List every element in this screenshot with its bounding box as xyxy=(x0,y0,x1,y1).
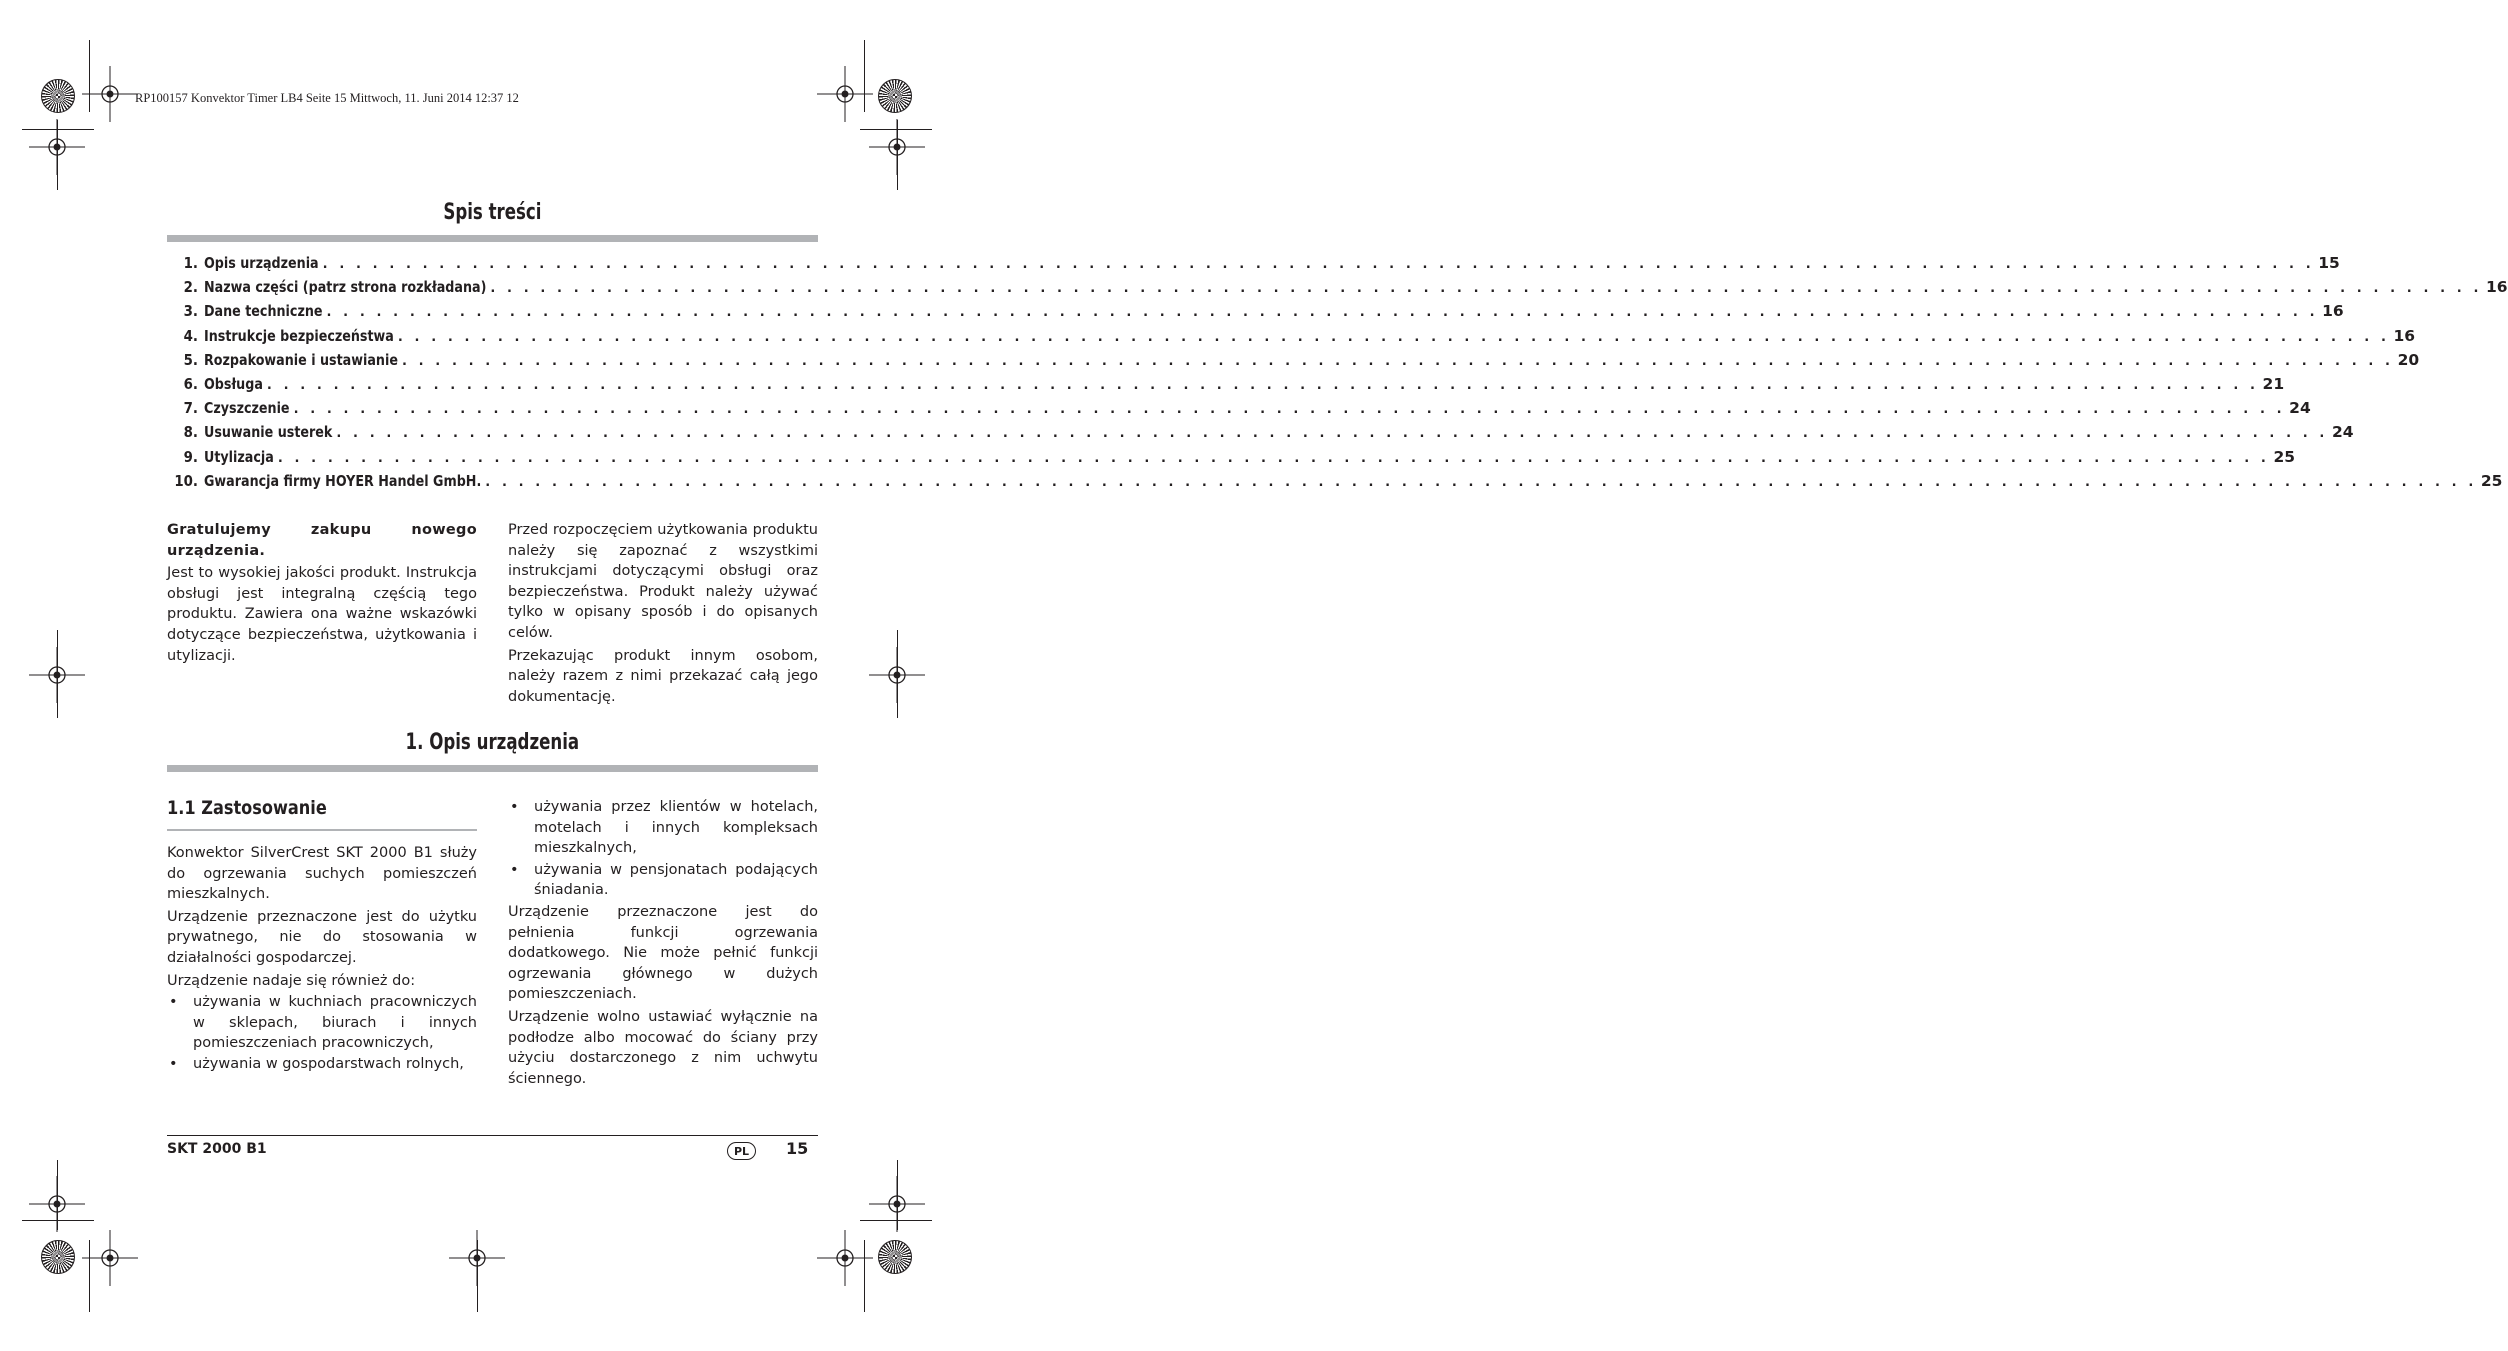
toc-entry[interactable] xyxy=(167,278,2508,302)
toc-entry-label: Czyszczenie xyxy=(204,399,290,418)
crop-line xyxy=(864,1240,865,1312)
toc-entry[interactable] xyxy=(167,326,2416,351)
toc-entry-label: Opis urządzenia xyxy=(204,254,319,272)
toc-entry-page: 20 xyxy=(2397,350,2420,369)
toc-entry-number: 4. xyxy=(183,326,198,345)
subsection-rule xyxy=(167,829,477,831)
toc-leader-dots: . . . . . . . . . . . . . . . . . . . . . . . . . . . . . . . . . . . . . . . . . . . . . . . . . . . . . . . . . . . . . . . . . . . . . . . . . . . . . . . . . . . . . . . . . . . . . . . . . . . . . . . . . . . . . . . . . . . . . . . . xyxy=(266,377,2259,393)
registration-crosshair-icon xyxy=(867,1174,927,1234)
crop-line xyxy=(57,630,58,718)
toc-entry[interactable] xyxy=(167,447,2296,472)
intro-heading: Gratulujemy zakupu nowego urządzenia. xyxy=(167,522,477,559)
toc-entry[interactable] xyxy=(167,471,2503,496)
toc-leader-dots: . . . . . . . . . . . . . . . . . . . . . . . . . . . . . . . . . . . . . . . . . . . . . . . . . . . . . . . . . . . . . . . . . . . . . . . . . . . . . . . . . . . . . . . . . . . . . . . . . . . . . . . . . . . . . . . . . . . . . . . . xyxy=(336,426,2328,442)
toc-leader-dots: . . . . . . . . . . . . . . . . . . . . . . . . . . . . . . . . . . . . . . . . . . . . . . . . . . . . . . . . . . . . . . . . . . . . . . . . . . . . . . . . . . . . . . . . . . . . . . . . . . . . . . . . . . . . . . . . . . . . . . . . xyxy=(490,281,2482,297)
registration-rosette-icon xyxy=(41,79,75,113)
toc-entry-number: 8. xyxy=(183,423,198,442)
toc-entry[interactable] xyxy=(167,302,2344,326)
toc-entry-label: Rozpakowanie i ustawianie xyxy=(204,350,398,369)
registration-rosette-icon xyxy=(878,1240,912,1274)
toc-leader-dots: . . . . . . . . . . . . . . . . . . . . . . . . . . . . . . . . . . . . . . . . . . . . . . . . . . . . . . . . . . . . . . . . . . . . . . . . . . . . . . . . . . . . . . . . . . . . . . . . . . . . . . . . . . . . . . . . . . . . . . . . xyxy=(485,474,2477,490)
print-header: RP100157 Konvektor Timer LB4 Seite 15 Mittwoch, 11. Juni 2014 12:37 12 xyxy=(135,91,519,105)
section-left-bullets xyxy=(167,992,477,1074)
list-item: • używania w kuchniach pracowniczych w sklepach, biurach i innych pomieszczeniach pracowniczych, xyxy=(167,992,477,1054)
language-badge: PL xyxy=(727,1142,756,1160)
toc-leader-dots: . . . . . . . . . . . . . . . . . . . . . . . . . . . . . . . . . . . . . . . . . . . . . . . . . . . . . . . . . . . . . . . . . . . . . . . . . . . . . . . . . . . . . . . . . . . . . . . . . . . . . . . . . . . . . . . . . . . . . . . . xyxy=(293,402,2286,418)
footer-model: SKT 2000 B1 xyxy=(167,1141,267,1157)
toc-leader-dots: . . . . . . . . . . . . . . . . . . . . . . . . . . . . . . . . . . . . . . . . . . . . . . . . . . . . . . . . . . . . . . . . . . . . . . . . . . . . . . . . . . . . . . . . . . . . . . . . . . . . . . . . . . . . . . . . . . . . . . . . xyxy=(401,353,2394,369)
toc-leader-dots: . . . . . . . . . . . . . . . . . . . . . . . . . . . . . . . . . . . . . . . . . . . . . . . . . . . . . . . . . . . . . . . . . . . . . . . . . . . . . . . . . . . . . . . . . . . . . . . . . . . . . . . . . . . . . . . . . . . . . . . . xyxy=(322,257,2315,272)
toc-entry-number: 6. xyxy=(183,374,198,393)
crop-line xyxy=(22,129,94,130)
crop-line xyxy=(89,1240,90,1312)
section-right-paragraph-2: Urządzenie wolno ustawiać wyłącznie na podłodze albo mocować do ściany przy użyciu dostarczonego z nim uchwytu ściennego. xyxy=(508,1008,818,1087)
registration-crosshair-icon xyxy=(815,1228,875,1288)
section-left-paragraph-1: Konwektor SilverCrest SKT 2000 B1 służy do ogrzewania suchych pomieszczeń mieszkalnych. xyxy=(167,845,477,903)
registration-crosshair-icon xyxy=(815,64,875,124)
table-of-contents xyxy=(167,254,2508,496)
subsection-title: 1.1 Zastosowanie xyxy=(167,797,327,819)
toc-entry[interactable] xyxy=(167,350,2420,375)
toc-entry-page: 16 xyxy=(2393,326,2416,345)
toc-entry-label: Obsługa xyxy=(204,374,263,393)
registration-crosshair-icon xyxy=(80,64,140,124)
toc-entry-page: 16 xyxy=(2486,278,2508,297)
section-title: 1. Opis urządzenia xyxy=(405,730,580,755)
toc-entry[interactable] xyxy=(167,254,2340,278)
toc-entry-label: Instrukcje bezpieczeństwa xyxy=(204,326,394,345)
intro-left-paragraph: Jest to wysokiej jakości produkt. Instrukcja obsługi jest integralną częścią tego produktu. Zawiera ona ważne wskazówki dotyczące bezpieczeństwa, użytkowania i utylizacji. xyxy=(167,565,477,664)
list-item: • używania przez klientów w hotelach, motelach i innych kompleksach mieszkalnych, xyxy=(508,797,818,859)
toc-entry-label: Gwarancja firmy HOYER Handel GmbH. xyxy=(204,471,482,490)
section-right-column xyxy=(508,797,818,1089)
page-number: 15 xyxy=(786,1139,809,1158)
toc-entry-number: 1. xyxy=(183,254,198,272)
list-item: • używania w pensjonatach podających śniadania. xyxy=(508,860,818,901)
intro-right-paragraph-2: Przekazując produkt innym osobom, należy razem z nimi przekazać całą jego dokumentację. xyxy=(508,647,818,705)
registration-rosette-icon xyxy=(41,1240,75,1274)
section-left-column xyxy=(167,843,477,1075)
toc-entry-label: Dane techniczne xyxy=(204,302,323,321)
crop-line xyxy=(897,630,898,718)
intro-right-column xyxy=(508,520,818,707)
toc-entry-label: Usuwanie usterek xyxy=(204,423,333,442)
toc-title-rule xyxy=(167,235,818,242)
toc-leader-dots: . . . . . . . . . . . . . . . . . . . . . . . . . . . . . . . . . . . . . . . . . . . . . . . . . . . . . . . . . . . . . . . . . . . . . . . . . . . . . . . . . . . . . . . . . . . . . . . . . . . . . . . . . . . . . . . . . . . . . . . . xyxy=(277,450,2270,466)
registration-rosette-icon xyxy=(878,79,912,113)
crop-line xyxy=(57,120,58,190)
footer-rule xyxy=(167,1135,818,1136)
toc-entry[interactable] xyxy=(167,374,2285,399)
toc-entry-number: 3. xyxy=(183,302,198,321)
toc-entry-number: 2. xyxy=(183,278,198,297)
toc-entry-page: 25 xyxy=(2273,447,2296,466)
intro-right-paragraph-1: Przed rozpoczęciem użytkowania produktu należy się zapoznać z wszystkimi instrukcjami dotyczącymi obsługi oraz bezpieczeństwa. Produkt należy używać tylko w opisany sposób i do opisanych celów. xyxy=(508,522,818,641)
crop-line xyxy=(477,1240,478,1312)
toc-entry-page: 21 xyxy=(2262,374,2285,393)
toc-entry[interactable] xyxy=(167,423,2354,447)
toc-entry-label: Utylizacja xyxy=(204,447,274,466)
crop-line xyxy=(860,129,932,130)
toc-entry-page: 24 xyxy=(2331,423,2354,442)
toc-entry-number: 9. xyxy=(183,447,198,466)
toc-entry-page: 24 xyxy=(2289,399,2311,418)
section-left-paragraph-3: Urządzenie nadaje się również do: xyxy=(167,972,416,989)
toc-leader-dots: . . . . . . . . . . . . . . . . . . . . . . . . . . . . . . . . . . . . . . . . . . . . . . . . . . . . . . . . . . . . . . . . . . . . . . . . . . . . . . . . . . . . . . . . . . . . . . . . . . . . . . . . . . . . . . . . . . . . . . . . xyxy=(326,305,2319,321)
section-right-paragraph-1: Urządzenie przeznaczone jest do pełnienia funkcji ogrzewania dodatkowego. Nie może pełnić funkcji ogrzewania głównego w dużych pomieszczeniach. xyxy=(508,903,818,1003)
toc-entry-page: 15 xyxy=(2318,254,2340,272)
crop-line xyxy=(897,120,898,190)
section-right-bullets xyxy=(508,797,818,901)
section-left-paragraph-2: Urządzenie przeznaczone jest do użytku prywatnego, nie do stosowania w działalności gospodarczej. xyxy=(167,908,477,966)
toc-entry-page: 25 xyxy=(2480,471,2503,490)
list-item: • używania w gospodarstwach rolnych, xyxy=(167,1054,477,1075)
toc-entry-page: 16 xyxy=(2322,302,2344,321)
toc-entry-label: Nazwa części (patrz strona rozkładana) xyxy=(204,278,487,297)
toc-entry-number: 10. xyxy=(174,471,198,490)
section-title-rule xyxy=(167,765,818,772)
toc-title: Spis treści xyxy=(443,200,542,225)
intro-left-column xyxy=(167,520,477,666)
toc-entry[interactable] xyxy=(167,399,2311,423)
registration-crosshair-icon xyxy=(27,1174,87,1234)
toc-entry-number: 5. xyxy=(183,350,198,369)
toc-leader-dots: . . . . . . . . . . . . . . . . . . . . . . . . . . . . . . . . . . . . . . . . . . . . . . . . . . . . . . . . . . . . . . . . . . . . . . . . . . . . . . . . . . . . . . . . . . . . . . . . . . . . . . . . . . . . . . . . . . . . . . . . xyxy=(397,329,2390,345)
toc-entry-number: 7. xyxy=(183,399,198,418)
